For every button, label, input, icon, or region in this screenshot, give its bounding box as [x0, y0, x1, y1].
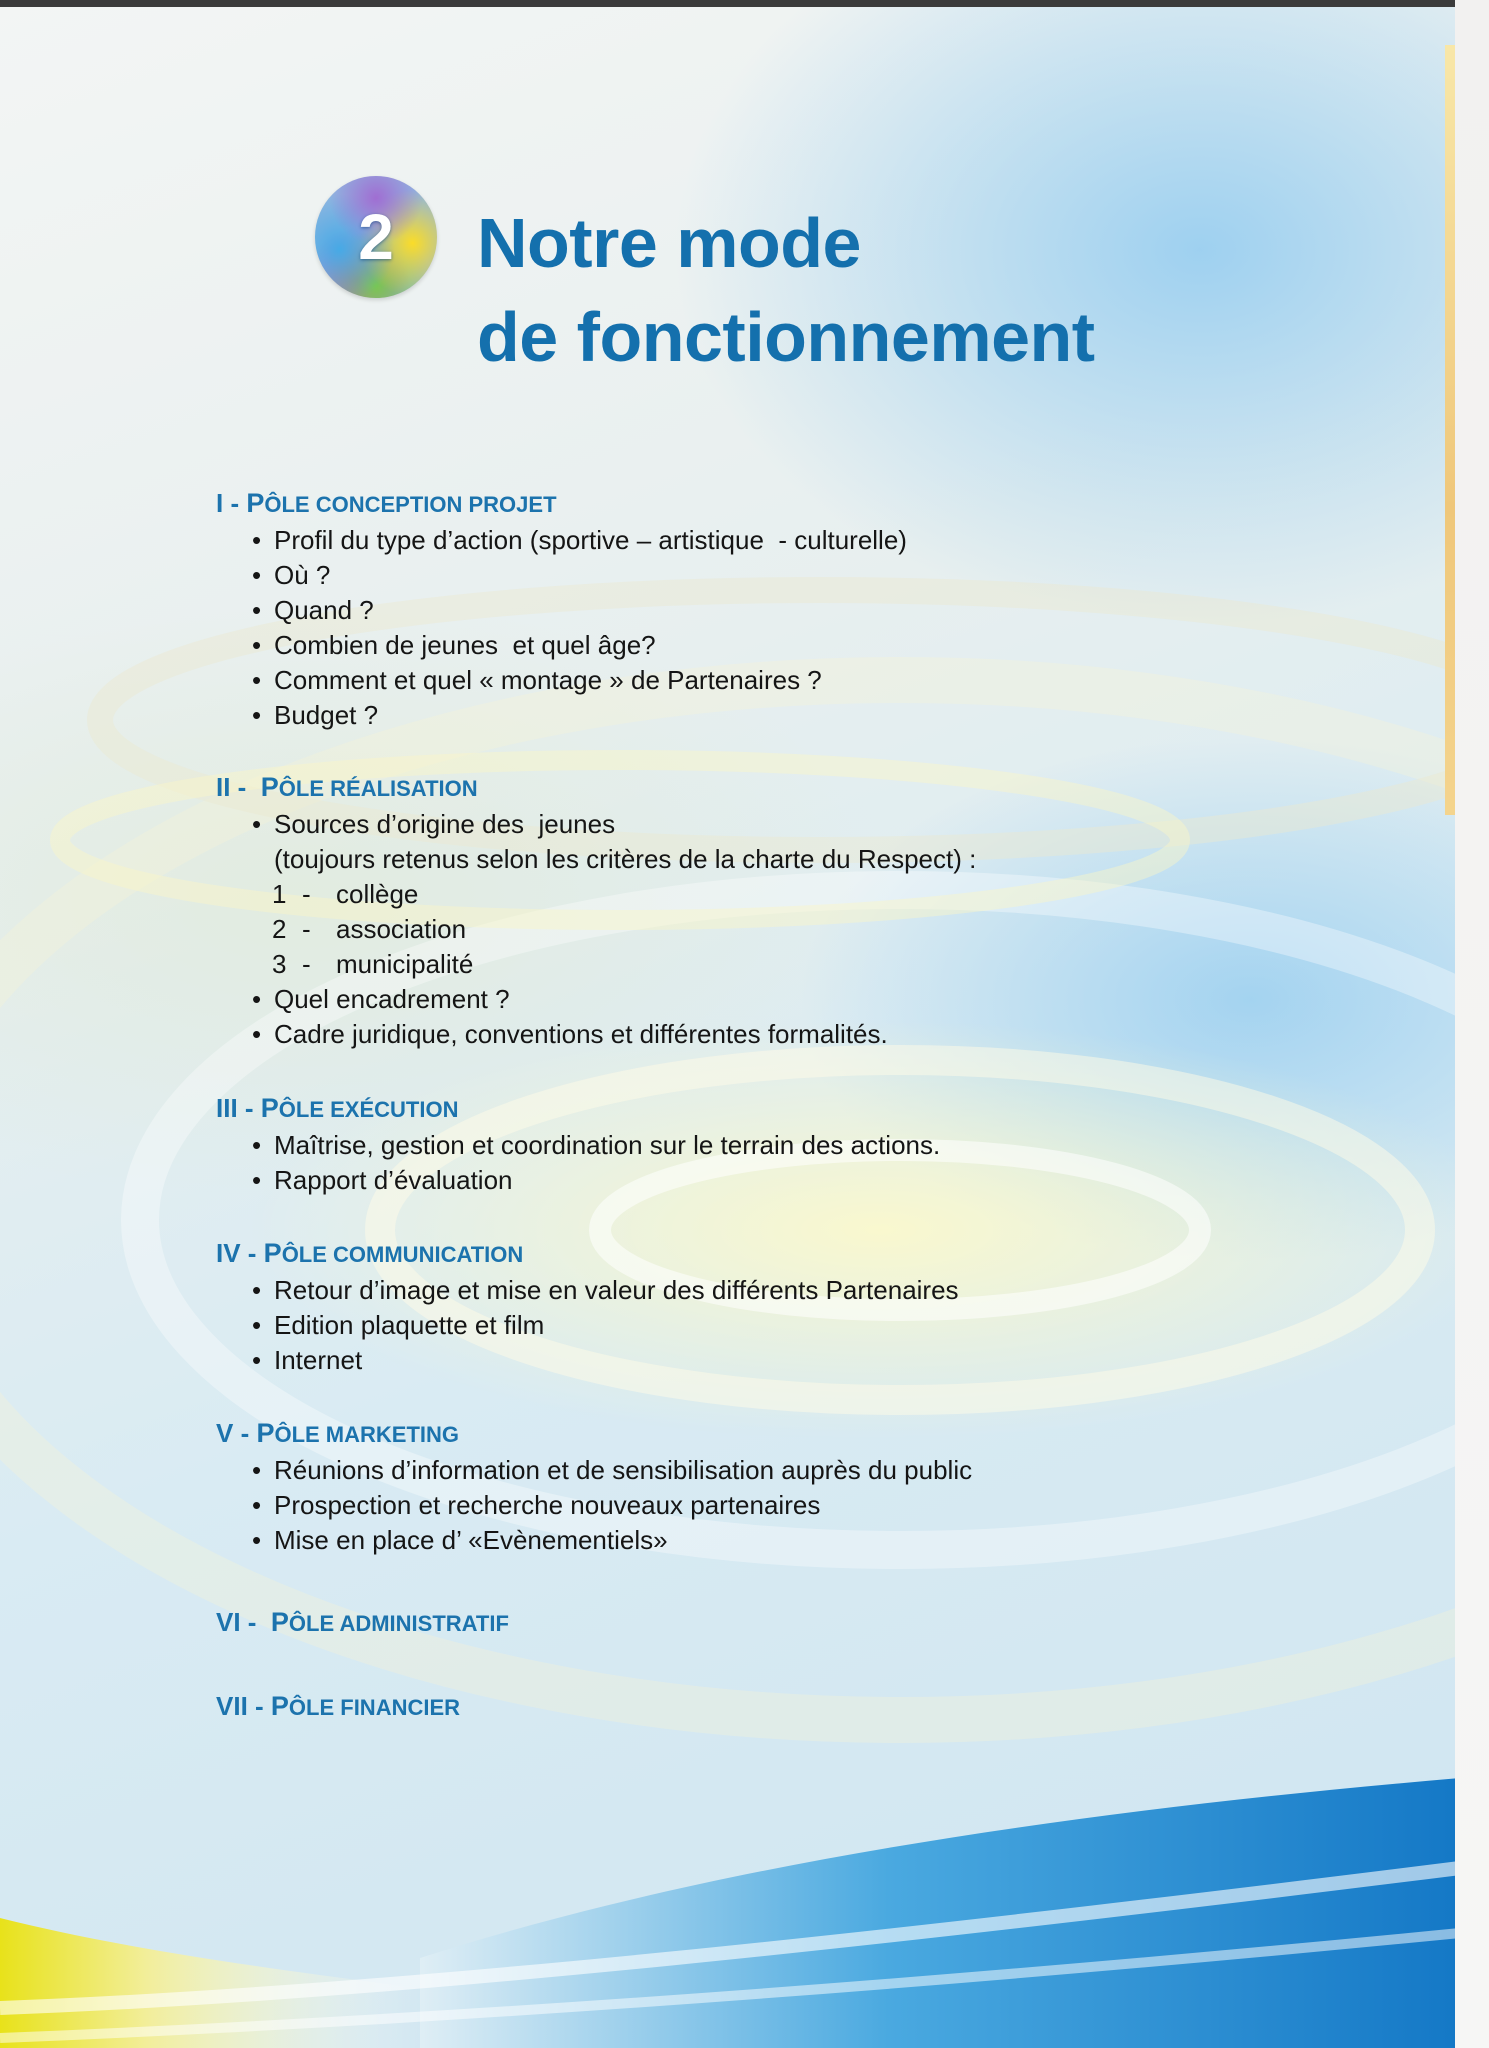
section-pole-financier — [216, 1688, 1366, 1726]
list-item: • Quand ? — [252, 593, 1366, 628]
bullet-list — [216, 523, 1366, 733]
section-pole-realisation — [216, 769, 1366, 1052]
section-title: IV - PÔLE COMMUNICATION — [216, 1238, 524, 1268]
list-item: • Edition plaquette et film — [252, 1308, 1366, 1343]
page-title-line-1: Notre mode — [477, 204, 861, 282]
section-title: III - PÔLE EXÉCUTION — [216, 1093, 459, 1123]
list-item: • Mise en place d’ «Evènementiels» — [252, 1523, 1366, 1558]
list-item: • Maîtrise, gestion et coordination sur le terrain des actions. — [252, 1128, 1366, 1163]
numbered-list — [216, 877, 1366, 982]
section-title: V - PÔLE MARKETING — [216, 1418, 460, 1448]
section-title: I - PÔLE CONCEPTION PROJET — [216, 488, 557, 518]
list-item: • Combien de jeunes et quel âge? — [252, 628, 1366, 663]
page-right-margin — [1455, 0, 1489, 2048]
bullet-list — [216, 1128, 1366, 1198]
section-pole-administratif — [216, 1604, 1366, 1642]
scan-top-edge — [0, 0, 1489, 7]
list-item: • Où ? — [252, 558, 1366, 593]
numbered-item: 2 - association — [272, 914, 467, 944]
bullet-list — [216, 982, 1366, 1052]
list-item: • Cadre juridique, conventions et différentes formalités. — [252, 1017, 1366, 1052]
poles-list — [216, 485, 1366, 1726]
list-item: • Réunions d’information et de sensibilisation auprès du public — [252, 1453, 1366, 1488]
page-title — [477, 196, 1095, 384]
list-item: • Profil du type d’action (sportive – artistique - culturelle) — [252, 523, 1366, 558]
numbered-item: 1 - collège — [272, 879, 419, 909]
bullet-list — [216, 807, 1366, 842]
section-pole-marketing — [216, 1415, 1366, 1558]
list-item: • Quel encadrement ? — [252, 982, 1366, 1017]
section-title: VI - PÔLE ADMINISTRATIF — [216, 1607, 509, 1637]
list-item: • Internet — [252, 1343, 1366, 1378]
page-title-line-2: de fonctionnement — [477, 298, 1095, 376]
list-item: • Budget ? — [252, 698, 1366, 733]
section-pole-communication — [216, 1235, 1366, 1378]
section-title: VII - PÔLE FINANCIER — [216, 1691, 461, 1721]
bullet-list — [216, 1453, 1366, 1558]
list-item-note: (toujours retenus selon les critères de la charte du Respect) : — [274, 844, 977, 874]
section-pole-conception — [216, 485, 1366, 733]
list-item: • Rapport d’évaluation — [252, 1163, 1366, 1198]
chapter-number-badge — [315, 176, 437, 298]
list-item: • Prospection et recherche nouveaux partenaires — [252, 1488, 1366, 1523]
bullet-list — [216, 1273, 1366, 1378]
chapter-number: 2 — [358, 201, 394, 273]
section-pole-execution — [216, 1090, 1366, 1198]
page-edge-gold — [1445, 45, 1455, 815]
section-title: II - PÔLE RÉALISATION — [216, 772, 478, 802]
list-item: • Sources d’origine des jeunes — [252, 807, 1366, 842]
list-item: • Retour d’image et mise en valeur des différents Partenaires — [252, 1273, 1366, 1308]
numbered-item: 3 - municipalité — [272, 949, 474, 979]
bottom-wave — [0, 1718, 1489, 2048]
list-item: • Comment et quel « montage » de Partenaires ? — [252, 663, 1366, 698]
